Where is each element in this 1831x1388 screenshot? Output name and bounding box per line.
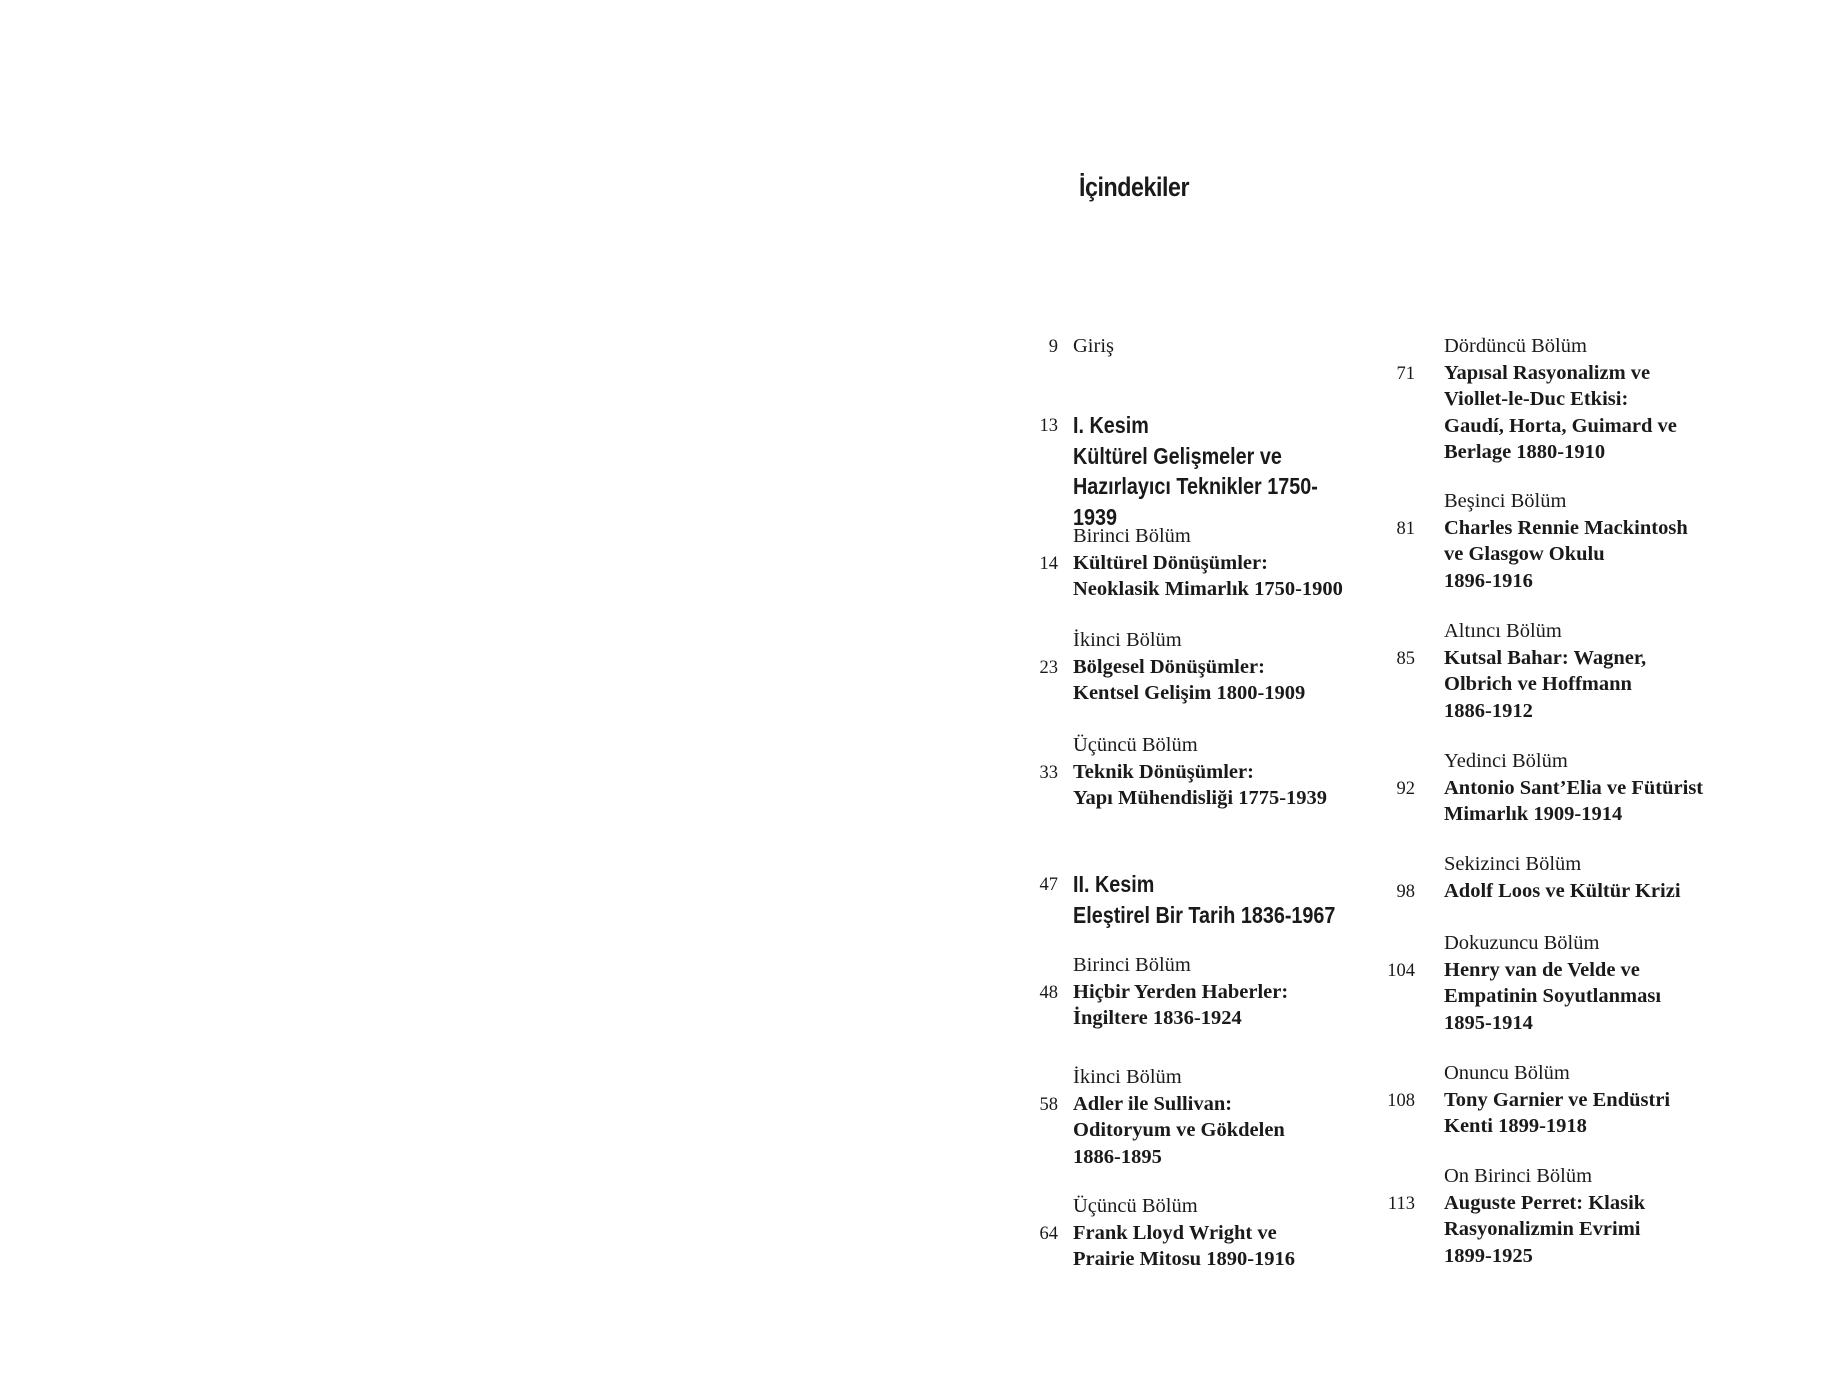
toc-page-number: 14 xyxy=(1039,553,1058,574)
toc-heading: Tony Garnier ve Endüstri Kenti 1899-1918 xyxy=(1444,1088,1671,1137)
toc-heading: Adler ile Sullivan: Oditoryum ve Gökdelen 1886-1895 xyxy=(1073,1092,1285,1168)
toc-heading: Frank Lloyd Wright ve Prairie Mitosu 1890-1916 xyxy=(1073,1221,1296,1270)
toc-chapter-label: Birinci Bölüm xyxy=(1073,525,1191,547)
toc-heading: Kültürel Gelişmeler ve Hazırlayıcı Teknikler 1750-1939 xyxy=(1073,442,1318,530)
toc-entry[interactable] xyxy=(1000,627,1400,707)
toc-chapter-label: İkinci Bölüm xyxy=(1073,1066,1182,1088)
toc-heading: Kültürel Dönüşümler: Neoklasik Mimarlık 1750-1900 xyxy=(1073,551,1343,600)
toc-entry[interactable] xyxy=(1371,333,1771,466)
toc-chapter-label: İkinci Bölüm xyxy=(1073,629,1182,651)
toc-page-number: 9 xyxy=(1048,337,1058,357)
toc-page-number: 92 xyxy=(1396,778,1415,799)
toc-heading: Kutsal Bahar: Wagner, Olbrich ve Hoffmann 1886-1912 xyxy=(1444,646,1647,722)
toc-chapter-label: Sekizinci Bölüm xyxy=(1444,853,1582,875)
toc-entry-text xyxy=(1073,523,1400,603)
toc-page-number: 58 xyxy=(1039,1094,1058,1115)
toc-chapter-label: Altıncı Bölüm xyxy=(1444,620,1562,642)
toc-entry[interactable] xyxy=(1000,523,1400,603)
toc-entry[interactable] xyxy=(1000,869,1400,930)
toc-page-number: 98 xyxy=(1396,881,1415,902)
toc-entry-text xyxy=(1444,1163,1771,1269)
toc-page-number: 113 xyxy=(1387,1193,1415,1214)
toc-page-number: 81 xyxy=(1396,518,1415,539)
toc-entry-text xyxy=(1444,851,1771,904)
toc-entry-text xyxy=(1073,952,1400,1032)
toc-entry[interactable] xyxy=(1371,1163,1771,1269)
toc-entry-text xyxy=(1073,1193,1400,1273)
toc-entry[interactable] xyxy=(1371,1060,1771,1140)
toc-page-number: 23 xyxy=(1039,657,1058,678)
toc-page-number: 13 xyxy=(1039,416,1058,436)
toc-entry[interactable] xyxy=(1371,618,1771,724)
toc-page-number: 85 xyxy=(1396,648,1415,669)
toc-heading: Teknik Dönüşümler: Yapı Mühendisliği 1775-1939 xyxy=(1073,760,1328,809)
toc-page-number: 48 xyxy=(1039,982,1058,1003)
toc-entry-text xyxy=(1073,869,1354,930)
toc-entry-text xyxy=(1444,333,1771,466)
toc-entry-text xyxy=(1444,488,1771,594)
toc-part-label: I. Kesim xyxy=(1073,412,1149,438)
toc-entry-text xyxy=(1073,627,1400,707)
toc-chapter-label: Dokuzuncu Bölüm xyxy=(1444,932,1600,954)
toc-chapter-label: Birinci Bölüm xyxy=(1073,954,1191,976)
toc-heading: Adolf Loos ve Kültür Krizi xyxy=(1444,879,1681,902)
toc-heading: Auguste Perret: Klasik Rasyonalizmin Evrimi 1899-1925 xyxy=(1444,1191,1646,1267)
page-title: İçindekiler xyxy=(1079,172,1190,202)
toc-entry[interactable] xyxy=(1000,732,1400,812)
toc-page-number: 71 xyxy=(1396,363,1415,384)
toc-entry[interactable] xyxy=(1371,488,1771,594)
toc-page-number: 104 xyxy=(1387,960,1415,981)
toc-chapter-label: Dördüncü Bölüm xyxy=(1444,335,1587,357)
toc-entry-text xyxy=(1444,748,1771,828)
toc-page-number: 108 xyxy=(1387,1090,1415,1111)
toc-part-label: II. Kesim xyxy=(1073,871,1155,897)
toc-entry[interactable] xyxy=(1000,952,1400,1032)
toc-chapter-label: Üçüncü Bölüm xyxy=(1073,734,1198,756)
toc-entry[interactable] xyxy=(1000,333,1400,360)
toc-heading: Giriş xyxy=(1073,335,1114,357)
toc-entry[interactable] xyxy=(1000,410,1400,532)
toc-heading: Hiçbir Yerden Haberler: İngiltere 1836-1924 xyxy=(1073,980,1289,1029)
toc-chapter-label: Üçüncü Bölüm xyxy=(1073,1195,1198,1217)
toc-chapter-label: Onuncu Bölüm xyxy=(1444,1062,1570,1084)
toc-chapter-label: Beşinci Bölüm xyxy=(1444,490,1567,512)
toc-entry-text xyxy=(1073,732,1400,812)
toc-entry-text xyxy=(1073,1064,1400,1170)
toc-entry[interactable] xyxy=(1371,748,1771,828)
toc-entry-text xyxy=(1444,1060,1771,1140)
toc-page-number: 47 xyxy=(1039,875,1058,895)
toc-entry[interactable] xyxy=(1000,1193,1400,1273)
toc-entry-text xyxy=(1073,410,1354,532)
toc-heading: Yapısal Rasyonalizm ve Viollet-le-Duc Etkisi: Gaudí, Horta, Guimard ve Berlage 1880-1910 xyxy=(1444,361,1677,463)
toc-entry[interactable] xyxy=(1000,1064,1400,1170)
toc-page-number: 64 xyxy=(1039,1223,1058,1244)
toc-entry-text xyxy=(1073,333,1400,360)
toc-heading: Bölgesel Dönüşümler: Kentsel Gelişim 1800-1909 xyxy=(1073,655,1306,704)
toc-entry-text xyxy=(1444,930,1771,1036)
toc-chapter-label: Yedinci Bölüm xyxy=(1444,750,1568,772)
toc-entry-text xyxy=(1444,618,1771,724)
toc-heading: Henry van de Velde ve Empatinin Soyutlanması 1895-1914 xyxy=(1444,958,1662,1034)
toc-entry[interactable] xyxy=(1371,851,1771,904)
toc-chapter-label: On Birinci Bölüm xyxy=(1444,1165,1593,1187)
toc-heading: Antonio Sant’Elia ve Fütürist Mimarlık 1909-1914 xyxy=(1444,776,1704,825)
toc-page-number: 33 xyxy=(1039,762,1058,783)
toc-heading: Charles Rennie Mackintosh ve Glasgow Okulu 1896-1916 xyxy=(1444,516,1688,592)
toc-heading: Eleştirel Bir Tarih 1836-1967 xyxy=(1073,901,1336,928)
toc-entry[interactable] xyxy=(1371,930,1771,1036)
